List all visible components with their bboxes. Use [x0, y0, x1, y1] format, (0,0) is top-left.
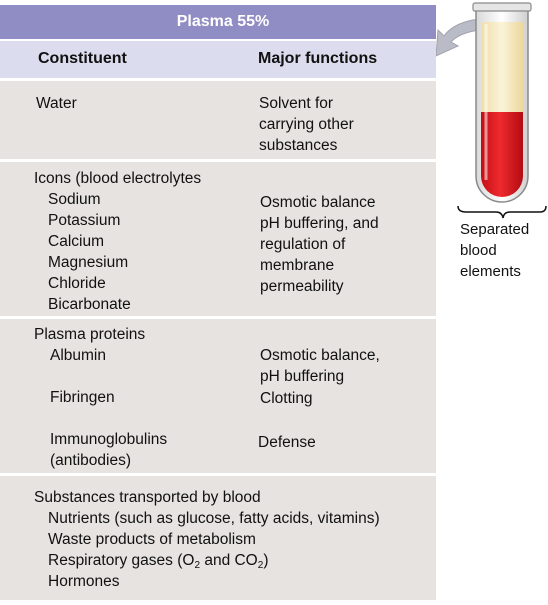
immunoglobulins-function: Defense — [258, 434, 316, 451]
ions-function-line-4: membrane — [260, 257, 335, 274]
ion-item-sodium: Sodium — [48, 191, 101, 208]
ions-function-line-1: Osmotic balance — [260, 194, 376, 211]
test-tube-illustration — [436, 0, 548, 600]
gases-o2-subscript: 2 — [194, 560, 201, 571]
gases-prefix: Respiratory gases (O — [48, 552, 195, 569]
plasma-title: Plasma 55% — [176, 13, 270, 30]
tube-rim — [473, 3, 531, 11]
proteins-heading: Plasma proteins — [34, 326, 146, 343]
table-header — [0, 41, 436, 78]
ion-item-chloride: Chloride — [48, 275, 106, 292]
ion-item-calcium: Calcium — [48, 233, 104, 250]
ions-function-line-3: regulation of — [260, 236, 346, 253]
row-water — [0, 81, 436, 159]
albumin-function-line-2: pH buffering — [260, 368, 345, 385]
gases-co2-subscript: 2 — [257, 560, 264, 571]
gases-suffix: ) — [263, 552, 269, 569]
fibrinogen-function: Clotting — [260, 390, 313, 407]
ions-heading: Icons (blood electrolytes — [34, 170, 202, 187]
albumin-label: Albumin — [50, 347, 106, 364]
bracket-icon — [458, 206, 546, 218]
albumin-function-line-1: Osmotic balance, — [260, 347, 380, 364]
test-tube-svg — [436, 0, 548, 600]
ion-item-magnesium: Magnesium — [48, 254, 129, 271]
plasma-title-bar — [0, 5, 436, 39]
transported-waste: Waste products of metabolism — [48, 531, 256, 548]
transported-gases — [48, 550, 268, 571]
water-function-line-1: Solvent for — [259, 95, 334, 112]
water-function-line-3: substances — [259, 137, 338, 154]
header-constituent: Constituent — [38, 50, 127, 67]
row-transported-substances — [0, 476, 436, 600]
tube-label-line-1: Separated — [460, 221, 530, 238]
transported-hormones: Hormones — [48, 573, 120, 590]
ion-item-potassium: Potassium — [48, 212, 121, 229]
tube-label-line-3: elements — [460, 263, 521, 280]
immunoglobulins-line-1: Immunoglobulins — [50, 431, 168, 448]
transported-heading: Substances transported by blood — [34, 489, 261, 506]
water-label: Water — [36, 95, 77, 112]
tube-label-line-2: blood — [460, 242, 497, 259]
gases-mid: and CO — [200, 552, 258, 569]
water-function-line-2: carrying other — [259, 116, 354, 133]
row-plasma-proteins — [0, 319, 436, 473]
header-major-functions: Major functions — [258, 50, 378, 67]
ions-function-line-5: permeability — [260, 278, 344, 295]
ions-function-line-2: pH buffering, and — [260, 215, 379, 232]
row-ions — [0, 162, 436, 316]
ion-item-bicarbonate: Bicarbonate — [48, 296, 131, 313]
transported-nutrients: Nutrients (such as glucose, fatty acids, vitamins) — [48, 510, 380, 527]
fibrinogen-label: Fibringen — [50, 389, 115, 406]
immunoglobulins-line-2: (antibodies) — [50, 452, 131, 469]
